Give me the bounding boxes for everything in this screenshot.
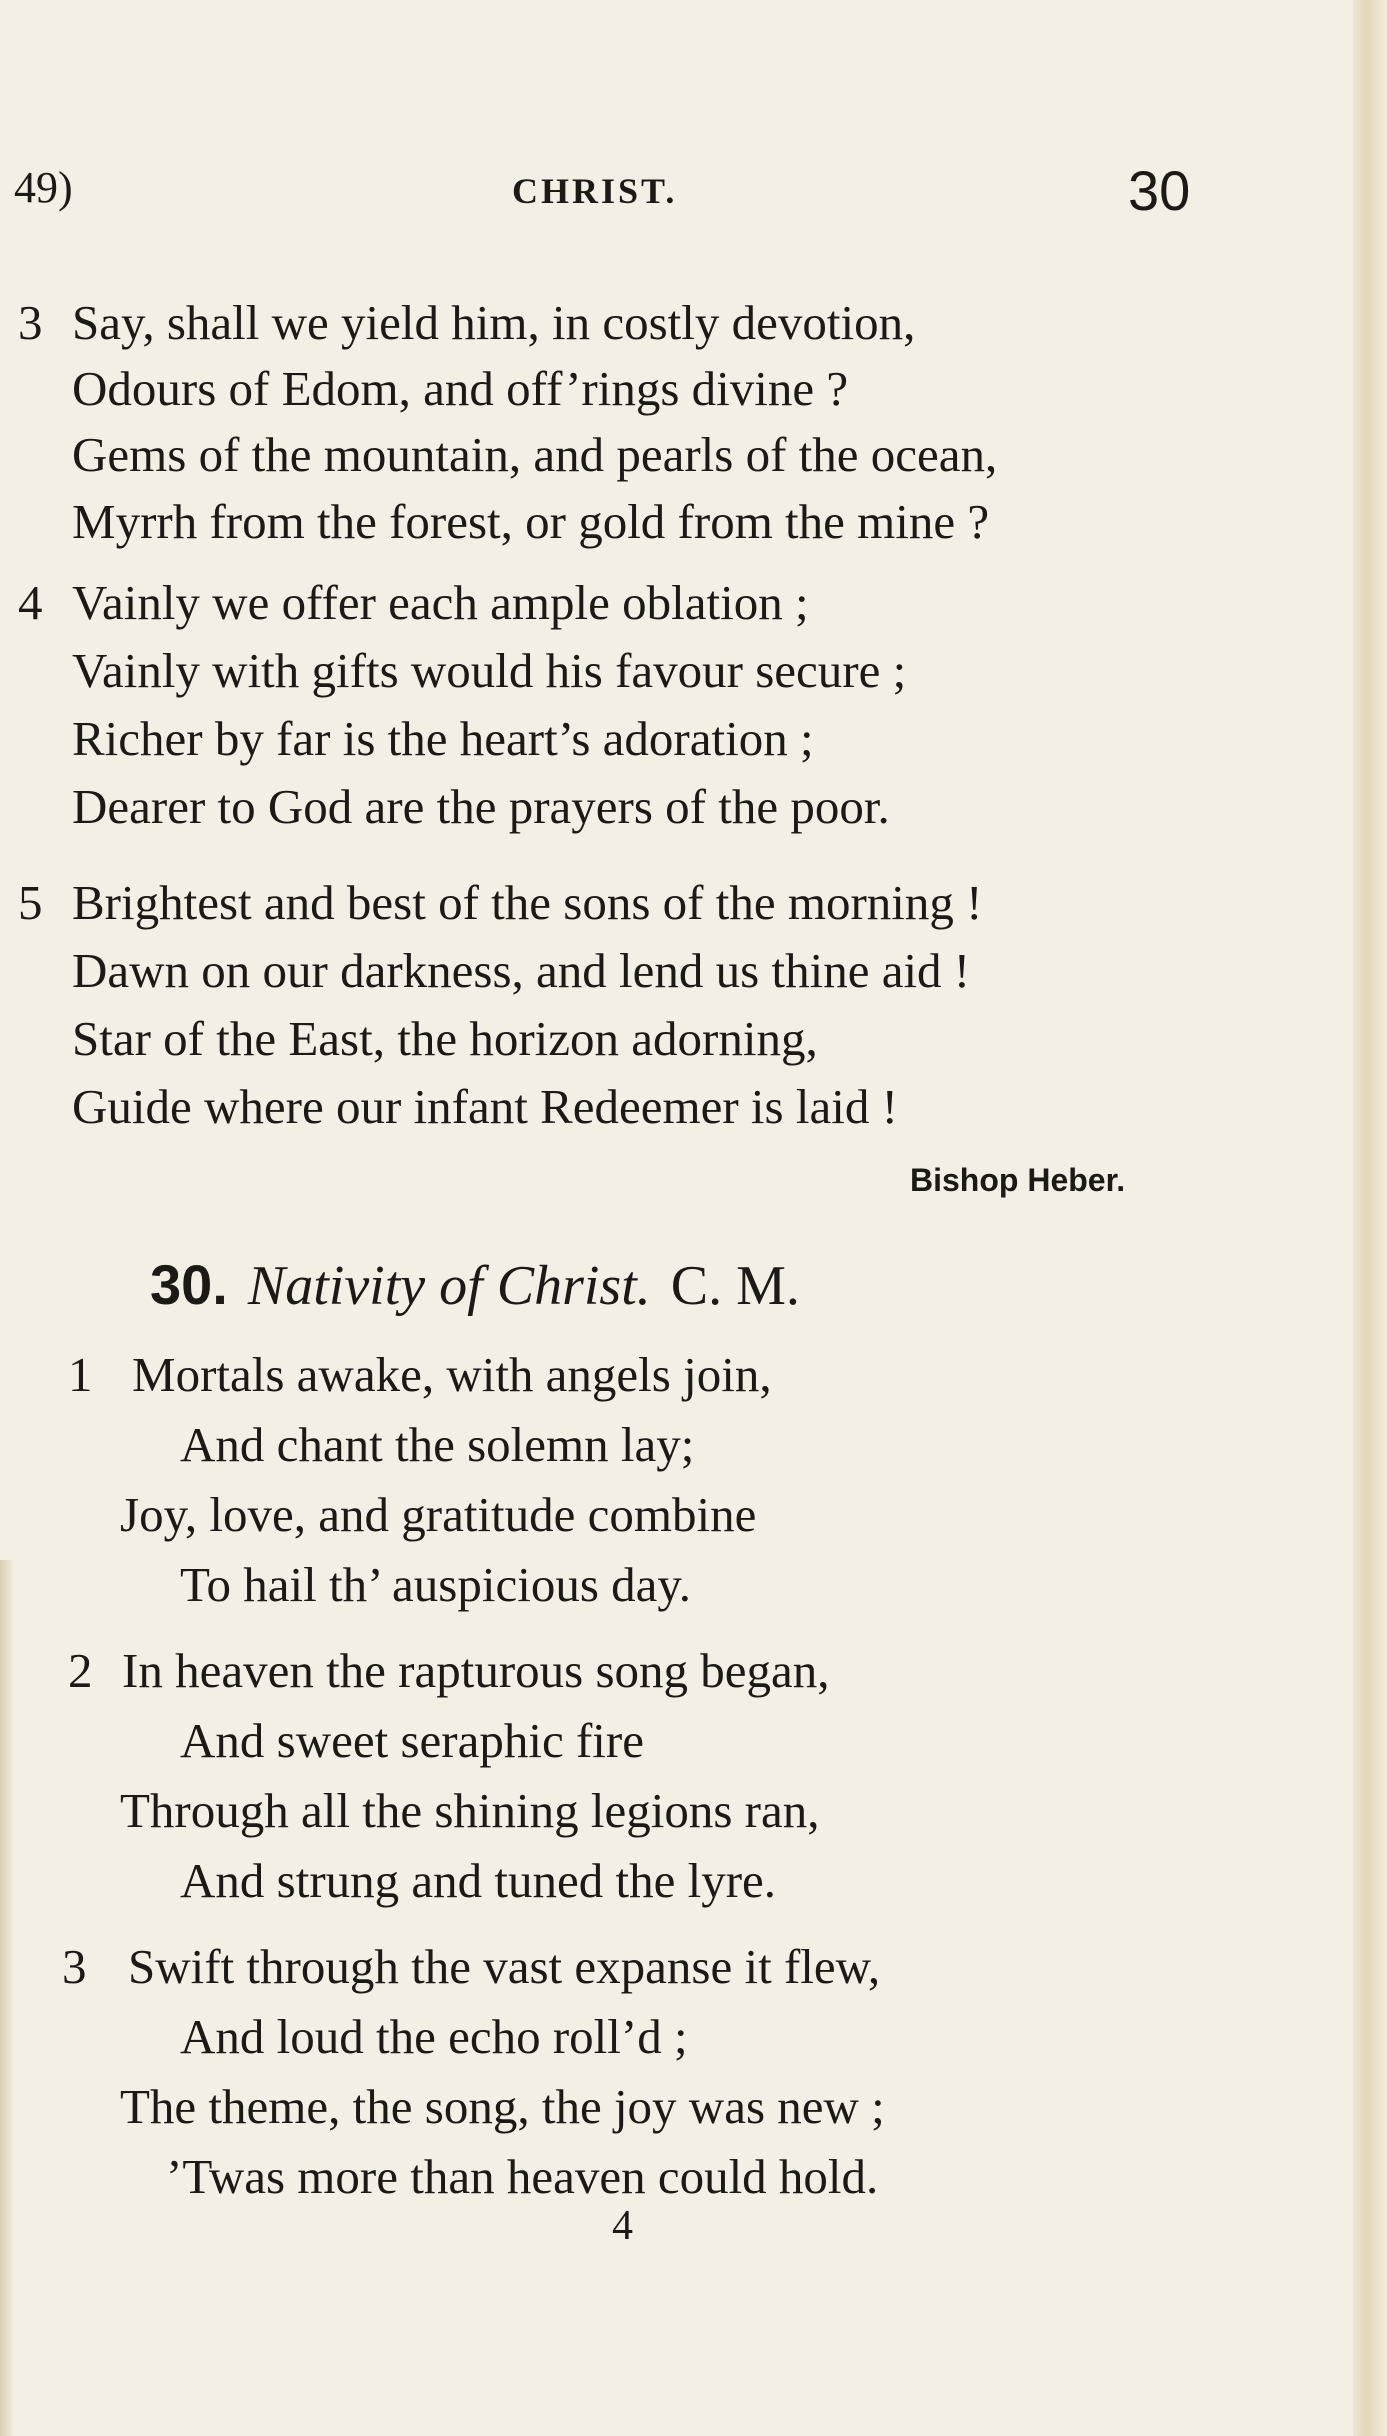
verse-line: To hail th’ auspicious day. <box>180 1557 691 1612</box>
hymn-heading <box>150 1252 800 1318</box>
verse-line: Dearer to God are the prayers of the poor. <box>72 779 890 834</box>
verse-line: Joy, love, and gratitude combine <box>120 1487 757 1542</box>
verse-number: 5 <box>18 875 43 930</box>
verse-number: 3 <box>18 295 43 350</box>
hymn-title: Nativity of Christ. <box>247 1255 651 1317</box>
verse-line: Myrrh from the forest, or gold from the mine ? <box>72 494 990 549</box>
verse-number: 4 <box>18 575 43 630</box>
hymn-author: Bishop Heber. <box>910 1162 1126 1198</box>
verse-line: Vainly we offer each ample oblation ; <box>72 575 809 630</box>
running-header <box>0 158 1387 228</box>
verse-line: Say, shall we yield him, in costly devotion, <box>72 295 916 350</box>
header-page-number: 30 <box>1128 159 1191 222</box>
verse-line: Gems of the mountain, and pearls of the ocean, <box>72 427 998 482</box>
verse-line: Mortals awake, with angels join, <box>132 1347 772 1402</box>
verse-line: Richer by far is the heart’s adoration ; <box>72 711 814 766</box>
verse-number: 3 <box>62 1939 87 1994</box>
verse-line: Through all the shining legions ran, <box>120 1783 820 1838</box>
verse-line: Star of the East, the horizon adorning, <box>72 1011 818 1066</box>
verse-number: 2 <box>68 1643 93 1698</box>
verse-line: Dawn on our darkness, and lend us thine aid ! <box>72 943 971 998</box>
verse-line: And loud the echo roll’d ; <box>180 2009 688 2064</box>
verse-line: ’Twas more than heaven could hold. <box>166 2149 879 2204</box>
verse-line: And strung and tuned the lyre. <box>180 1853 777 1908</box>
page-edge-right <box>1353 0 1387 2436</box>
verse-line: And sweet seraphic fire <box>180 1713 644 1768</box>
verse-line: Vainly with gifts would his favour secure ; <box>72 643 907 698</box>
verse-line: Brightest and best of the sons of the morning ! <box>72 875 983 930</box>
verse-line: The theme, the song, the joy was new ; <box>120 2079 885 2134</box>
verse-line: Guide where our infant Redeemer is laid ! <box>72 1079 898 1134</box>
verse-number: 1 <box>68 1347 93 1402</box>
header-left-number: 49) <box>14 163 73 212</box>
verse-line: Odours of Edom, and off’rings divine ? <box>72 361 849 416</box>
verse-line: In heaven the rapturous song began, <box>122 1643 830 1698</box>
page-edge-left <box>0 1560 14 2436</box>
hymn-number: 30. <box>150 1253 228 1316</box>
header-title: CHRIST. <box>512 171 678 211</box>
signature-mark: 4 <box>612 2203 633 2249</box>
hymn-meter: C. M. <box>670 1255 800 1317</box>
verse-line: And chant the solemn lay; <box>180 1417 695 1472</box>
verse-line: Swift through the vast expanse it flew, <box>128 1939 881 1994</box>
